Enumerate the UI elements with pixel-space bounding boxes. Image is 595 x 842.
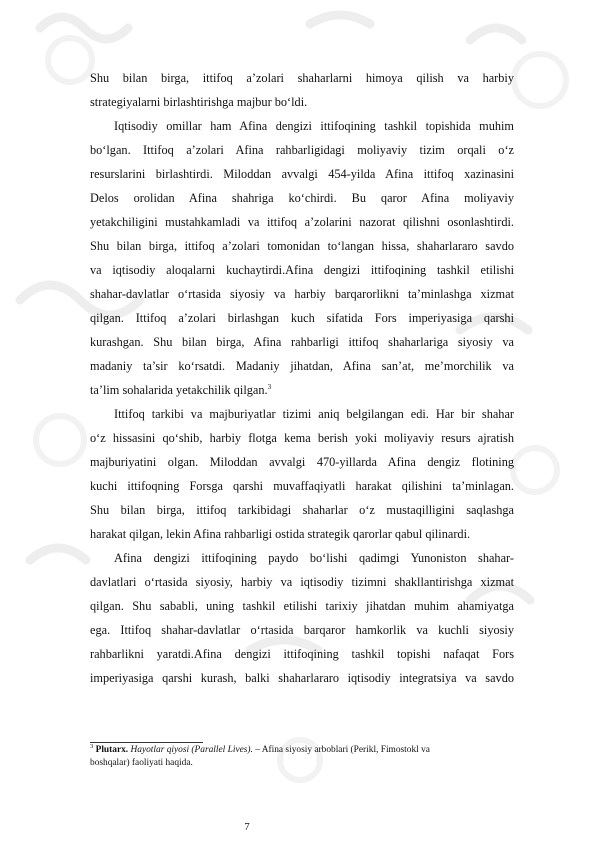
paragraph-3-line-5: Shu bilan birga, ittifoq tarkibidagi shaharlar o‘z mustaqilligini saqlashga bbox=[90, 503, 514, 517]
footnote bbox=[90, 744, 520, 770]
footnote-line-1 bbox=[90, 744, 520, 757]
footnote-rest: – Afina siyosiy arboblari (Perikl, Fimostokl va bbox=[252, 745, 430, 755]
footnote-line-2: boshqalar) faoliyati haqida. bbox=[90, 758, 193, 768]
paragraph-2-line-1: Iqtisodiy omillar ham Afina dengizi ittifoqining tashkil topishida muhim bbox=[114, 119, 514, 133]
paragraph-2-line-10: kurashgan. Shu bilan birga, Afina rahbarligi ittifoq shaharlariga siyosiy va bbox=[90, 335, 514, 349]
footnote-separator bbox=[90, 742, 203, 743]
paragraph-4-line-4: ega. Ittifoq shahar-davlatlar o‘rtasida barqaror hamkorlik va kuchli siyosiy bbox=[90, 623, 514, 637]
footnote-reference[interactable]: 3 bbox=[267, 382, 272, 391]
paragraph-2-line-5: yetakchiligini mustahkamladi va ittifoq a’zolarini nazorat qilishni osonlashtirdi. bbox=[90, 215, 514, 229]
paragraph-2-line-12 bbox=[90, 378, 514, 402]
footnote-number: 3 bbox=[90, 742, 94, 750]
paragraph-2-line-8: shahar-davlatlar o‘rtasida siyosiy va harbiy barqarorlikni ta’minlashga xizmat bbox=[90, 287, 514, 301]
paragraph-2-line-4: Delos orolidan Afina shahriga ko‘chirdi. Bu qaror Afina moliyaviy bbox=[90, 191, 514, 205]
paragraph-1-line-2: strategiyalarni birlashtirishga majbur bo‘ldi. bbox=[90, 95, 308, 109]
paragraph-4-line-2: davlatlari o‘rtasida siyosiy, harbiy va iqtisodiy tizimni shakllantirishga xizmat bbox=[90, 575, 514, 589]
paragraph-2-line-11: madaniy ta’sir ko‘rsatdi. Madaniy jihatdan, Afina san’at, me’morchilik va bbox=[90, 359, 514, 373]
paragraph-3-line-4: kuchi ittifoqning Forsga qarshi muvaffaqiyatli harakat qilishini ta’minlagan. bbox=[90, 479, 514, 493]
paragraph-3-line-1: Ittifoq tarkibi va majburiyatlar tizimi aniq belgilangan edi. Har bir shahar bbox=[114, 407, 514, 421]
paragraph-2-line-2: bo‘lgan. Ittifoq a’zolari Afina rahbarligidagi moliyaviy tizim orqali o‘z bbox=[90, 143, 514, 157]
paragraph-3-line-2: o‘z hissasini qo‘shib, harbiy flotga kema berish yoki moliyaviy resurs ajratish bbox=[90, 431, 514, 445]
body-text bbox=[90, 66, 514, 690]
paragraph-4-line-6: imperiyasiga qarshi kurash, balki shaharlararo iqtisodiy integratsiya va savdo bbox=[90, 671, 514, 685]
paragraph-2-line-12-text: ta’lim sohalarida yetakchilik qilgan. bbox=[90, 383, 268, 397]
paragraph-1-line-1: Shu bilan birga, ittifoq a’zolari shaharlarni himoya qilish va harbiy bbox=[90, 71, 514, 85]
paragraph-4-line-5: rahbarlikni yaratdi.Afina dengizi ittifoqining tashkil topishi nafaqat Fors bbox=[90, 647, 514, 661]
paragraph-4-line-3: qilgan. Shu sababli, uning tashkil etilishi tarixiy jihatdan muhim ahamiyatga bbox=[90, 599, 514, 613]
paragraph-4-line-1: Afina dengizi ittifoqining paydo bo‘lishi qadimgi Yunoniston shahar- bbox=[114, 551, 514, 565]
paragraph-2-line-3: resurslarini birlashtirdi. Miloddan avvalgi 454-yilda Afina ittifoq xazinasini bbox=[90, 167, 514, 181]
paragraph-3-line-6: harakat qilgan, lekin Afina rahbarligi ostida strategik qarorlar qabul qilinardi. bbox=[90, 527, 471, 541]
footnote-author: Plutarx. bbox=[95, 745, 129, 755]
paragraph-2-line-9: qilgan. Ittifoq a’zolari birlashgan kuch sifatida Fors imperiyasiga qarshi bbox=[90, 311, 514, 325]
footnote-title: Hayotlar qiyosi (Parallel Lives). bbox=[130, 745, 253, 755]
page-number: 7 bbox=[244, 822, 250, 833]
paragraph-2-line-6: Shu bilan birga, ittifoq a’zolari tomonidan to‘langan hissa, shaharlararo savdo bbox=[90, 239, 514, 253]
paragraph-2-line-7: va iqtisodiy aloqalarni kuchaytirdi.Afina dengizi ittifoqining tashkil etilishi bbox=[90, 263, 514, 277]
paragraph-3-line-3: majburiyatini olgan. Miloddan avvalgi 470-yillarda Afina dengiz flotining bbox=[90, 455, 514, 469]
